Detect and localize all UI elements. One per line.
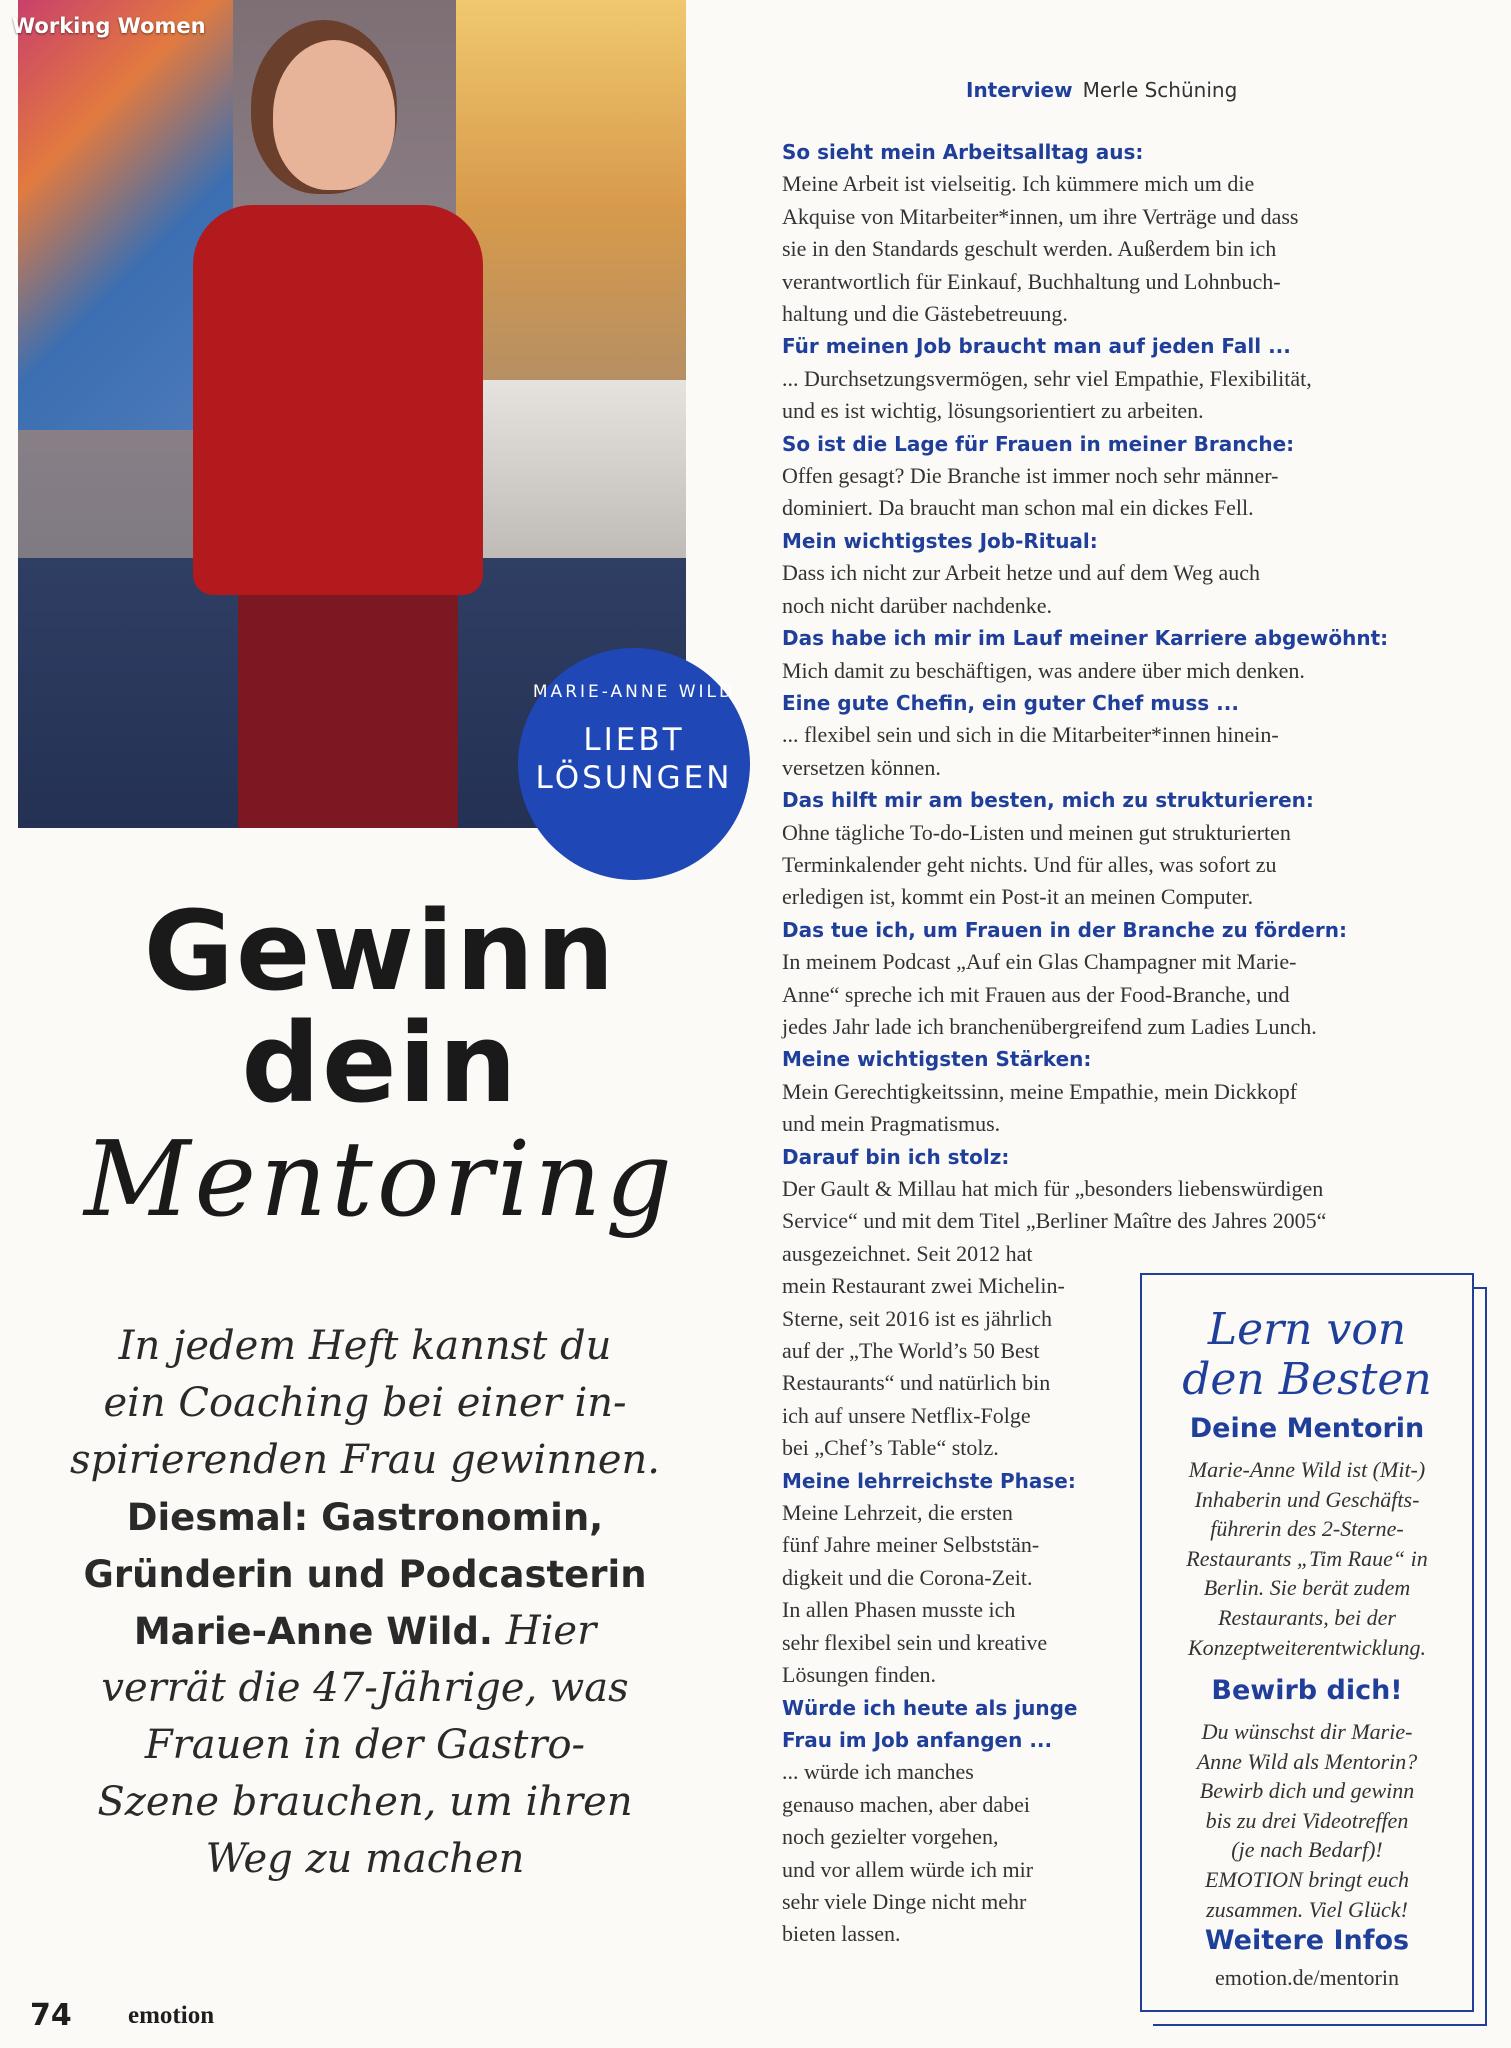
box-text-line: Konzeptweiterentwicklung. — [1187, 1634, 1427, 1660]
intro-line: ein Coaching bei einer in- — [103, 1380, 627, 1426]
byline — [966, 78, 1237, 102]
box-text-line: Du wünschst dir Marie- — [1201, 1719, 1413, 1744]
box-text-line: EMOTION bringt euch — [1204, 1866, 1410, 1892]
badge-line-1: LIEBT — [583, 722, 685, 758]
interview-answer-line: In meinem Podcast „Auf ein Glas Champagner mit Marie- — [782, 949, 1297, 975]
mentor-heading: Deine Mentorin — [1189, 1413, 1425, 1444]
interview-answer-line: versetzen können. — [782, 754, 941, 780]
interview-answer-line: Anne“ spreche ich mit Frauen aus der Food-Branche, und — [782, 981, 1290, 1007]
box-text-line: Bewirb dich und gewinn — [1199, 1778, 1415, 1804]
box-text-line: Marie-Anne Wild ist (Mit-) — [1188, 1457, 1426, 1482]
intro-bold-line: Gründerin und Podcasterin — [83, 1553, 647, 1596]
box-text-line: bis zu drei Videotreffen — [1205, 1807, 1409, 1833]
intro-text — [70, 1318, 660, 1888]
interview-answer-line: Der Gault & Millau hat mich für „besonders liebenswürdigen — [782, 1176, 1324, 1201]
intro-bold-line: Diesmal: Gastronomin, — [126, 1496, 604, 1539]
interview-question: Für meinen Job braucht man auf jeden Fall ... — [782, 334, 1291, 359]
info-link[interactable]: emotion.de/mentorin — [1215, 1965, 1399, 1990]
interview-answer-line: ausgezeichnet. Seit 2012 hat — [782, 1240, 1033, 1266]
interview-question: Würde ich heute als junge — [782, 1695, 1078, 1720]
interview-answer-line: Ohne tägliche To-do-Listen und meinen gut strukturierten — [782, 819, 1291, 845]
interview-answer-line: In allen Phasen musste ich — [782, 1597, 1016, 1623]
interview-answer-line: sie in den Standards geschult werden. Außerdem bin ich — [782, 236, 1277, 262]
interview-answer-line: Terminkalender geht nichts. Und für alles, was sofort zu — [782, 851, 1277, 877]
box-title-line: Lern von — [1207, 1304, 1407, 1355]
interview-question: Das tue ich, um Frauen in der Branche zu fördern: — [782, 917, 1347, 942]
interview-question: Meine lehrreichste Phase: — [782, 1468, 1076, 1493]
interview-answer-line: auf der „The World’s 50 Best — [782, 1338, 1040, 1364]
interview-question: Darauf bin ich stolz: — [782, 1144, 1010, 1169]
interview-answer-line: Akquise von Mitarbeiter*innen, um ihre Verträge und dass — [782, 203, 1299, 229]
headline-line-2: dein — [241, 999, 519, 1127]
interview-question: Frau im Job anfangen ... — [782, 1727, 1053, 1752]
box-title-line: den Besten — [1182, 1354, 1432, 1405]
headline-line-1: Gewinn — [143, 887, 617, 1015]
page-number: 74 — [30, 1998, 72, 2033]
interview-answer-line: erledigen ist, kommt ein Post-it an meinen Computer. — [782, 884, 1254, 910]
box-text-line: (je nach Bedarf)! — [1231, 1837, 1383, 1863]
headline — [40, 887, 720, 1240]
box-text-line: Restaurants, bei der — [1218, 1604, 1396, 1630]
interview-answer-line: Mein Gerechtigkeitssinn, meine Empathie, mein Dickkopf — [782, 1078, 1298, 1104]
interview-answer-line: Dass ich nicht zur Arbeit hetze und auf dem Weg auch — [782, 560, 1260, 586]
interview-answer-line: haltung und die Gästebetreuung. — [782, 301, 1068, 327]
intro-bold-line: Marie-Anne Wild. — [133, 1610, 493, 1653]
interview-answer-line: noch gezielter vorgehen, — [782, 1824, 999, 1850]
intro-line: Szene brauchen, um ihren — [97, 1779, 633, 1825]
intro-line: verrät die 47-Jährige, was — [101, 1665, 629, 1711]
byline-label: Interview — [966, 78, 1073, 102]
mentor-text — [1154, 1455, 1460, 1662]
woman-red-top — [193, 205, 483, 595]
apply-text — [1154, 1717, 1460, 1924]
interview-answer-line: bei „Chef’s Table“ stolz. — [782, 1435, 999, 1461]
badge — [518, 648, 750, 880]
interview-answer-line: mein Restaurant zwei Michelin- — [782, 1273, 1065, 1299]
interview-question: Eine gute Chefin, ein guter Chef muss ... — [782, 690, 1239, 715]
interview-answer-line: und es ist wichtig, lösungsorientiert zu arbeiten. — [782, 398, 1204, 424]
interview-answer-line: jedes Jahr lade ich branchenübergreifend zum Ladies Lunch. — [782, 1013, 1317, 1039]
interview-answer-line: verantwortlich für Einkauf, Buchhaltung und Lohnbuch- — [782, 268, 1281, 294]
box-text-line: Berlin. Sie berät zudem — [1203, 1575, 1411, 1601]
interview-answer-line: und mein Pragmatismus. — [782, 1111, 1001, 1137]
box-text-line: Restaurants „Tim Raue“ in — [1186, 1545, 1428, 1571]
byline-author: Merle Schüning — [1082, 78, 1238, 102]
badge-name: MARIE-ANNE WILD — [532, 682, 736, 702]
interview-answer-line: sehr viele Dinge nicht mehr — [782, 1888, 1027, 1914]
interview-question: Das hilft mir am besten, mich zu strukturieren: — [782, 788, 1314, 813]
info-heading: Weitere Infos — [1204, 1925, 1410, 1956]
box-text-line: Anne Wild als Mentorin? — [1196, 1748, 1418, 1774]
magazine-brand: emotion — [128, 2002, 215, 2029]
interview-answer-line: Service“ und mit dem Titel „Berliner Maître des Jahres 2005“ — [782, 1208, 1327, 1234]
interview-answer-line: Lösungen finden. — [782, 1662, 936, 1688]
interview-answer-line: Meine Lehrzeit, die ersten — [782, 1500, 1013, 1526]
interview-answer-line: ... flexibel sein und sich in die Mitarbeiter*innen hinein- — [782, 722, 1279, 748]
box-text-line: zusammen. Viel Glück! — [1206, 1896, 1408, 1922]
woman-trousers — [238, 580, 458, 828]
interview-answer-line: digkeit und die Corona-Zeit. — [782, 1564, 1033, 1590]
interview-answer-line: Restaurants“ und natürlich bin — [782, 1370, 1051, 1396]
intro-line: spirierenden Frau gewinnen. — [70, 1437, 660, 1483]
intro-line: In jedem Heft kannst du — [118, 1323, 612, 1369]
interview-answer-line: Offen gesagt? Die Branche ist immer noch sehr männer- — [782, 463, 1279, 489]
interview-answer-line: fünf Jahre meiner Selbststän- — [782, 1532, 1040, 1558]
box-text-line: führerin des 2-Sterne- — [1210, 1516, 1404, 1542]
interview-answer-line: noch nicht darüber nachdenke. — [782, 592, 1052, 618]
interview-answer-line: und vor allem würde ich mir — [782, 1856, 1034, 1882]
interview-answer-line: genauso machen, aber dabei — [782, 1791, 1030, 1817]
interview-question: So sieht mein Arbeitsalltag aus: — [782, 140, 1144, 164]
apply-heading: Bewirb dich! — [1211, 1675, 1403, 1706]
interview-question: Mein wichtigstes Job-Ritual: — [782, 528, 1098, 553]
intro-line: Hier — [493, 1608, 597, 1654]
interview-question: Das habe ich mir im Lauf meiner Karriere abgewöhnt: — [782, 626, 1389, 651]
interview-answer-line: sehr flexibel sein und kreative — [782, 1629, 1048, 1655]
interview-answer-line: ... würde ich manches — [782, 1759, 974, 1785]
interview-answer-line: ich auf unsere Netflix-Folge — [782, 1402, 1031, 1428]
box-text-line: Inhaberin und Geschäfts- — [1194, 1486, 1420, 1512]
box-title — [1142, 1305, 1472, 1405]
woman-head — [273, 40, 395, 190]
interview-answer-line: ... Durchsetzungsvermögen, sehr viel Empathie, Flexibilität, — [782, 365, 1312, 391]
interview-question: So ist die Lage für Frauen in meiner Branche: — [782, 431, 1295, 456]
interview-answer-line: Mich damit zu beschäftigen, was andere über mich denken. — [782, 657, 1305, 683]
interview-question: Meine wichtigsten Stärken: — [782, 1047, 1092, 1072]
intro-line: Weg zu machen — [205, 1836, 525, 1882]
mentoring-box — [1140, 1273, 1474, 2012]
badge-line-2: LÖSUNGEN — [535, 760, 733, 796]
intro-line: Frauen in der Gastro- — [144, 1722, 586, 1768]
interview-answer-line: bieten lassen. — [782, 1921, 901, 1947]
section-tag: Working Women — [12, 14, 206, 38]
interview-answer-line: Sterne, seit 2016 ist es jährlich — [782, 1305, 1053, 1331]
interview-answer-line: Meine Arbeit ist vielseitig. Ich kümmere mich um die — [782, 171, 1255, 197]
interview-answer-line: dominiert. Da braucht man schon mal ein dickes Fell. — [782, 495, 1254, 521]
headline-line-3: Mentoring — [84, 1118, 676, 1240]
